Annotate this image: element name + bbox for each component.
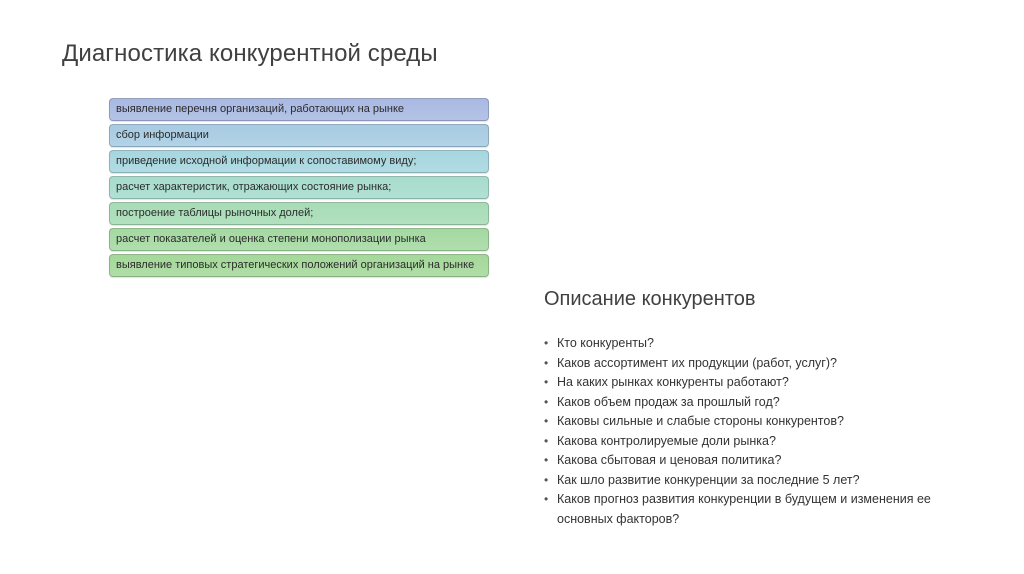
competitor-questions-list [544, 334, 984, 529]
question-text: Кто конкуренты? [557, 336, 654, 350]
list-item [544, 354, 984, 374]
bullet-icon: • [544, 453, 549, 467]
bullet-icon: • [544, 472, 549, 487]
slide-title: Диагностика конкурентной среды [62, 40, 438, 67]
question-text: Как шло развитие конкуренции за последние 5 лет? [557, 472, 860, 487]
step-box: приведение исходной информации к сопоставимому виду; [109, 150, 489, 173]
list-item [544, 373, 984, 393]
step-box: выявление типовых стратегических положений организаций на рынке [109, 254, 489, 277]
diagnostic-steps [109, 98, 489, 280]
list-item [544, 471, 984, 491]
list-item [544, 393, 984, 413]
question-text: На каких рынках конкуренты работают? [557, 375, 789, 389]
list-item [544, 490, 984, 529]
question-text: Каков объем продаж за прошлый год? [557, 394, 780, 409]
question-text: Каков прогноз развития конкуренции в будущем и изменения ее основных факторов? [557, 492, 931, 526]
question-text: Каков ассортимент их продукции (работ, услуг)? [557, 355, 837, 370]
list-item [544, 451, 984, 471]
bullet-icon: • [544, 355, 549, 370]
question-text: Какова контролируемые доли рынка? [557, 433, 776, 448]
bullet-icon: • [544, 414, 549, 428]
step-box: расчет показателей и оценка степени монополизации рынка [109, 228, 489, 251]
bullet-icon: • [544, 394, 549, 409]
step-box: сбор информации [109, 124, 489, 147]
list-item [544, 334, 984, 354]
competitors-heading: Описание конкурентов [544, 288, 756, 310]
question-text: Каковы сильные и слабые стороны конкурентов? [557, 414, 844, 428]
list-item [544, 412, 984, 432]
list-item [544, 432, 984, 452]
step-box: выявление перечня организаций, работающих на рынке [109, 98, 489, 121]
bullet-icon: • [544, 492, 549, 506]
step-box: построение таблицы рыночных долей; [109, 202, 489, 225]
step-box: расчет характеристик, отражающих состояние рынка; [109, 176, 489, 199]
bullet-icon: • [544, 336, 549, 350]
bullet-icon: • [544, 433, 549, 448]
bullet-icon: • [544, 375, 549, 389]
question-text: Какова сбытовая и ценовая политика? [557, 453, 782, 467]
